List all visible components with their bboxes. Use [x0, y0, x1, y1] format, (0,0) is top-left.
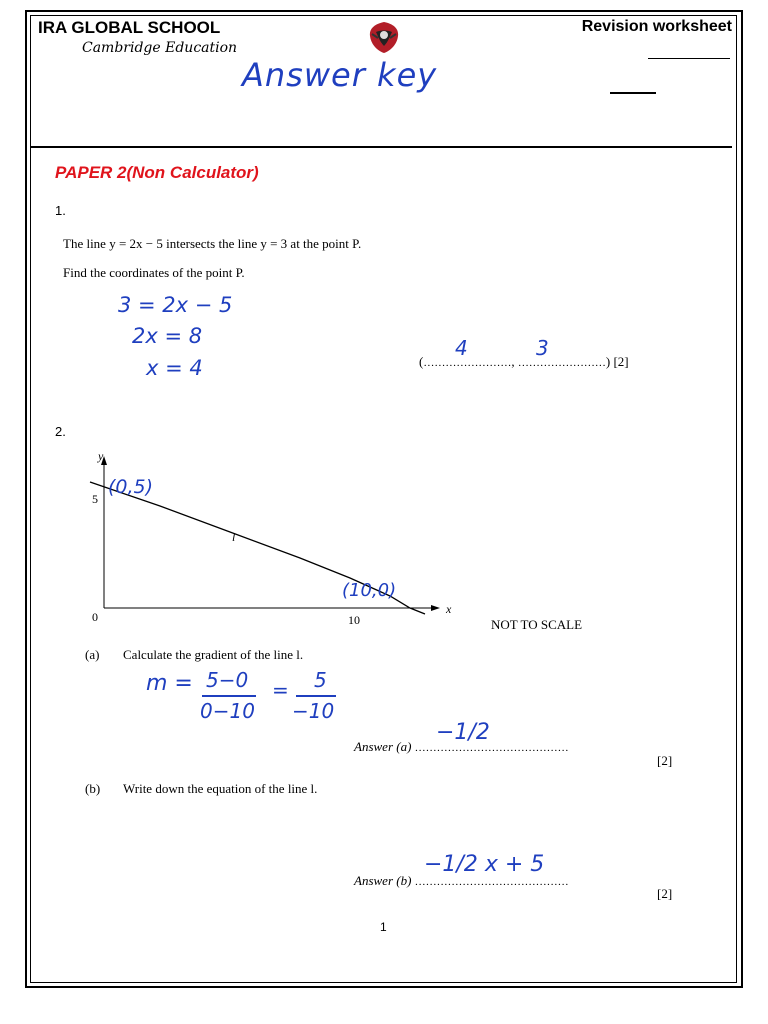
school-crest-icon: [364, 20, 404, 54]
q2a-fraction-bar1: [202, 695, 256, 697]
q2a-text: Calculate the gradient of the line l.: [123, 647, 304, 662]
score-blank-line: [610, 92, 656, 94]
q2b-answer: −1/2 x + 5: [424, 852, 545, 877]
q1-answer-dots-x: ……………………: [423, 357, 512, 369]
q1-answer-open: (: [419, 354, 424, 369]
line-label-l: l: [232, 530, 236, 544]
point-note-0-5: (0,5): [108, 476, 154, 498]
q2a-work-den1: 0−10: [200, 699, 255, 723]
q1-marks: [2]: [613, 354, 629, 369]
question-1-number: 1.: [55, 203, 66, 218]
q1-answer-line: [419, 354, 629, 370]
handwritten-title: Answer key: [242, 56, 438, 94]
worksheet-title: Revision worksheet: [581, 18, 732, 35]
origin-label: 0: [92, 610, 98, 624]
y-tick-5: 5: [92, 492, 98, 506]
q1-work-line1: 3 = 2x − 5: [118, 293, 233, 317]
question-1-text-line2: Find the coordinates of the point P.: [63, 265, 245, 280]
q2a-answer: −1/2: [436, 720, 490, 745]
x-axis-arrow-icon: [431, 605, 440, 611]
x-axis-label: x: [446, 602, 452, 616]
header-divider: [30, 146, 732, 148]
q2a-work-num1: 5−0: [206, 668, 249, 692]
q2a-answer-label: Answer (a): [354, 739, 412, 754]
q2-graph: [80, 446, 450, 636]
q2a-label: (a): [85, 647, 100, 662]
y-axis-label: y: [98, 449, 104, 463]
q2b-answer-label: Answer (b): [354, 873, 412, 888]
q2a-fraction-bar2: [296, 695, 336, 697]
paper-title: PAPER 2(Non Calculator): [55, 163, 259, 182]
page-number: 1: [380, 920, 387, 934]
q1-work-line2: 2x = 8: [132, 324, 203, 348]
point-note-10-0: (10,0): [342, 580, 397, 601]
q2a-marks: [2]: [657, 753, 673, 768]
q2b-marks: [2]: [657, 886, 673, 901]
q2a-answer-dots: ……………………………………: [414, 742, 569, 754]
question-1-text-line1: The line y = 2x − 5 intersects the line y = 3 at the point P.: [63, 236, 362, 251]
q2a-work-m: m =: [146, 671, 193, 696]
q1-answer-x: 4: [455, 336, 468, 360]
name-blank-line: [648, 58, 730, 59]
question-2-number: 2.: [55, 424, 66, 439]
q1-answer-close: ): [605, 354, 611, 369]
x-tick-10: 10: [348, 613, 360, 627]
q2b-label: (b): [85, 781, 101, 796]
school-name: IRA GLOBAL SCHOOL: [38, 18, 221, 37]
school-tagline: Cambridge Education: [82, 40, 238, 56]
q2a-work-eq: =: [272, 678, 289, 702]
q1-answer-dots-y: ……………………: [517, 357, 606, 369]
q1-answer-comma: ,: [511, 354, 515, 369]
q2b-text: Write down the equation of the line l.: [123, 781, 318, 796]
q1-answer-y: 3: [536, 336, 549, 360]
q2a-work-num2: 5: [314, 668, 327, 692]
q1-work-line3: x = 4: [146, 356, 203, 380]
not-to-scale-note: NOT TO SCALE: [491, 617, 583, 632]
q2a-work-den2: −10: [292, 699, 335, 723]
q2b-answer-dots: ……………………………………: [414, 876, 569, 888]
